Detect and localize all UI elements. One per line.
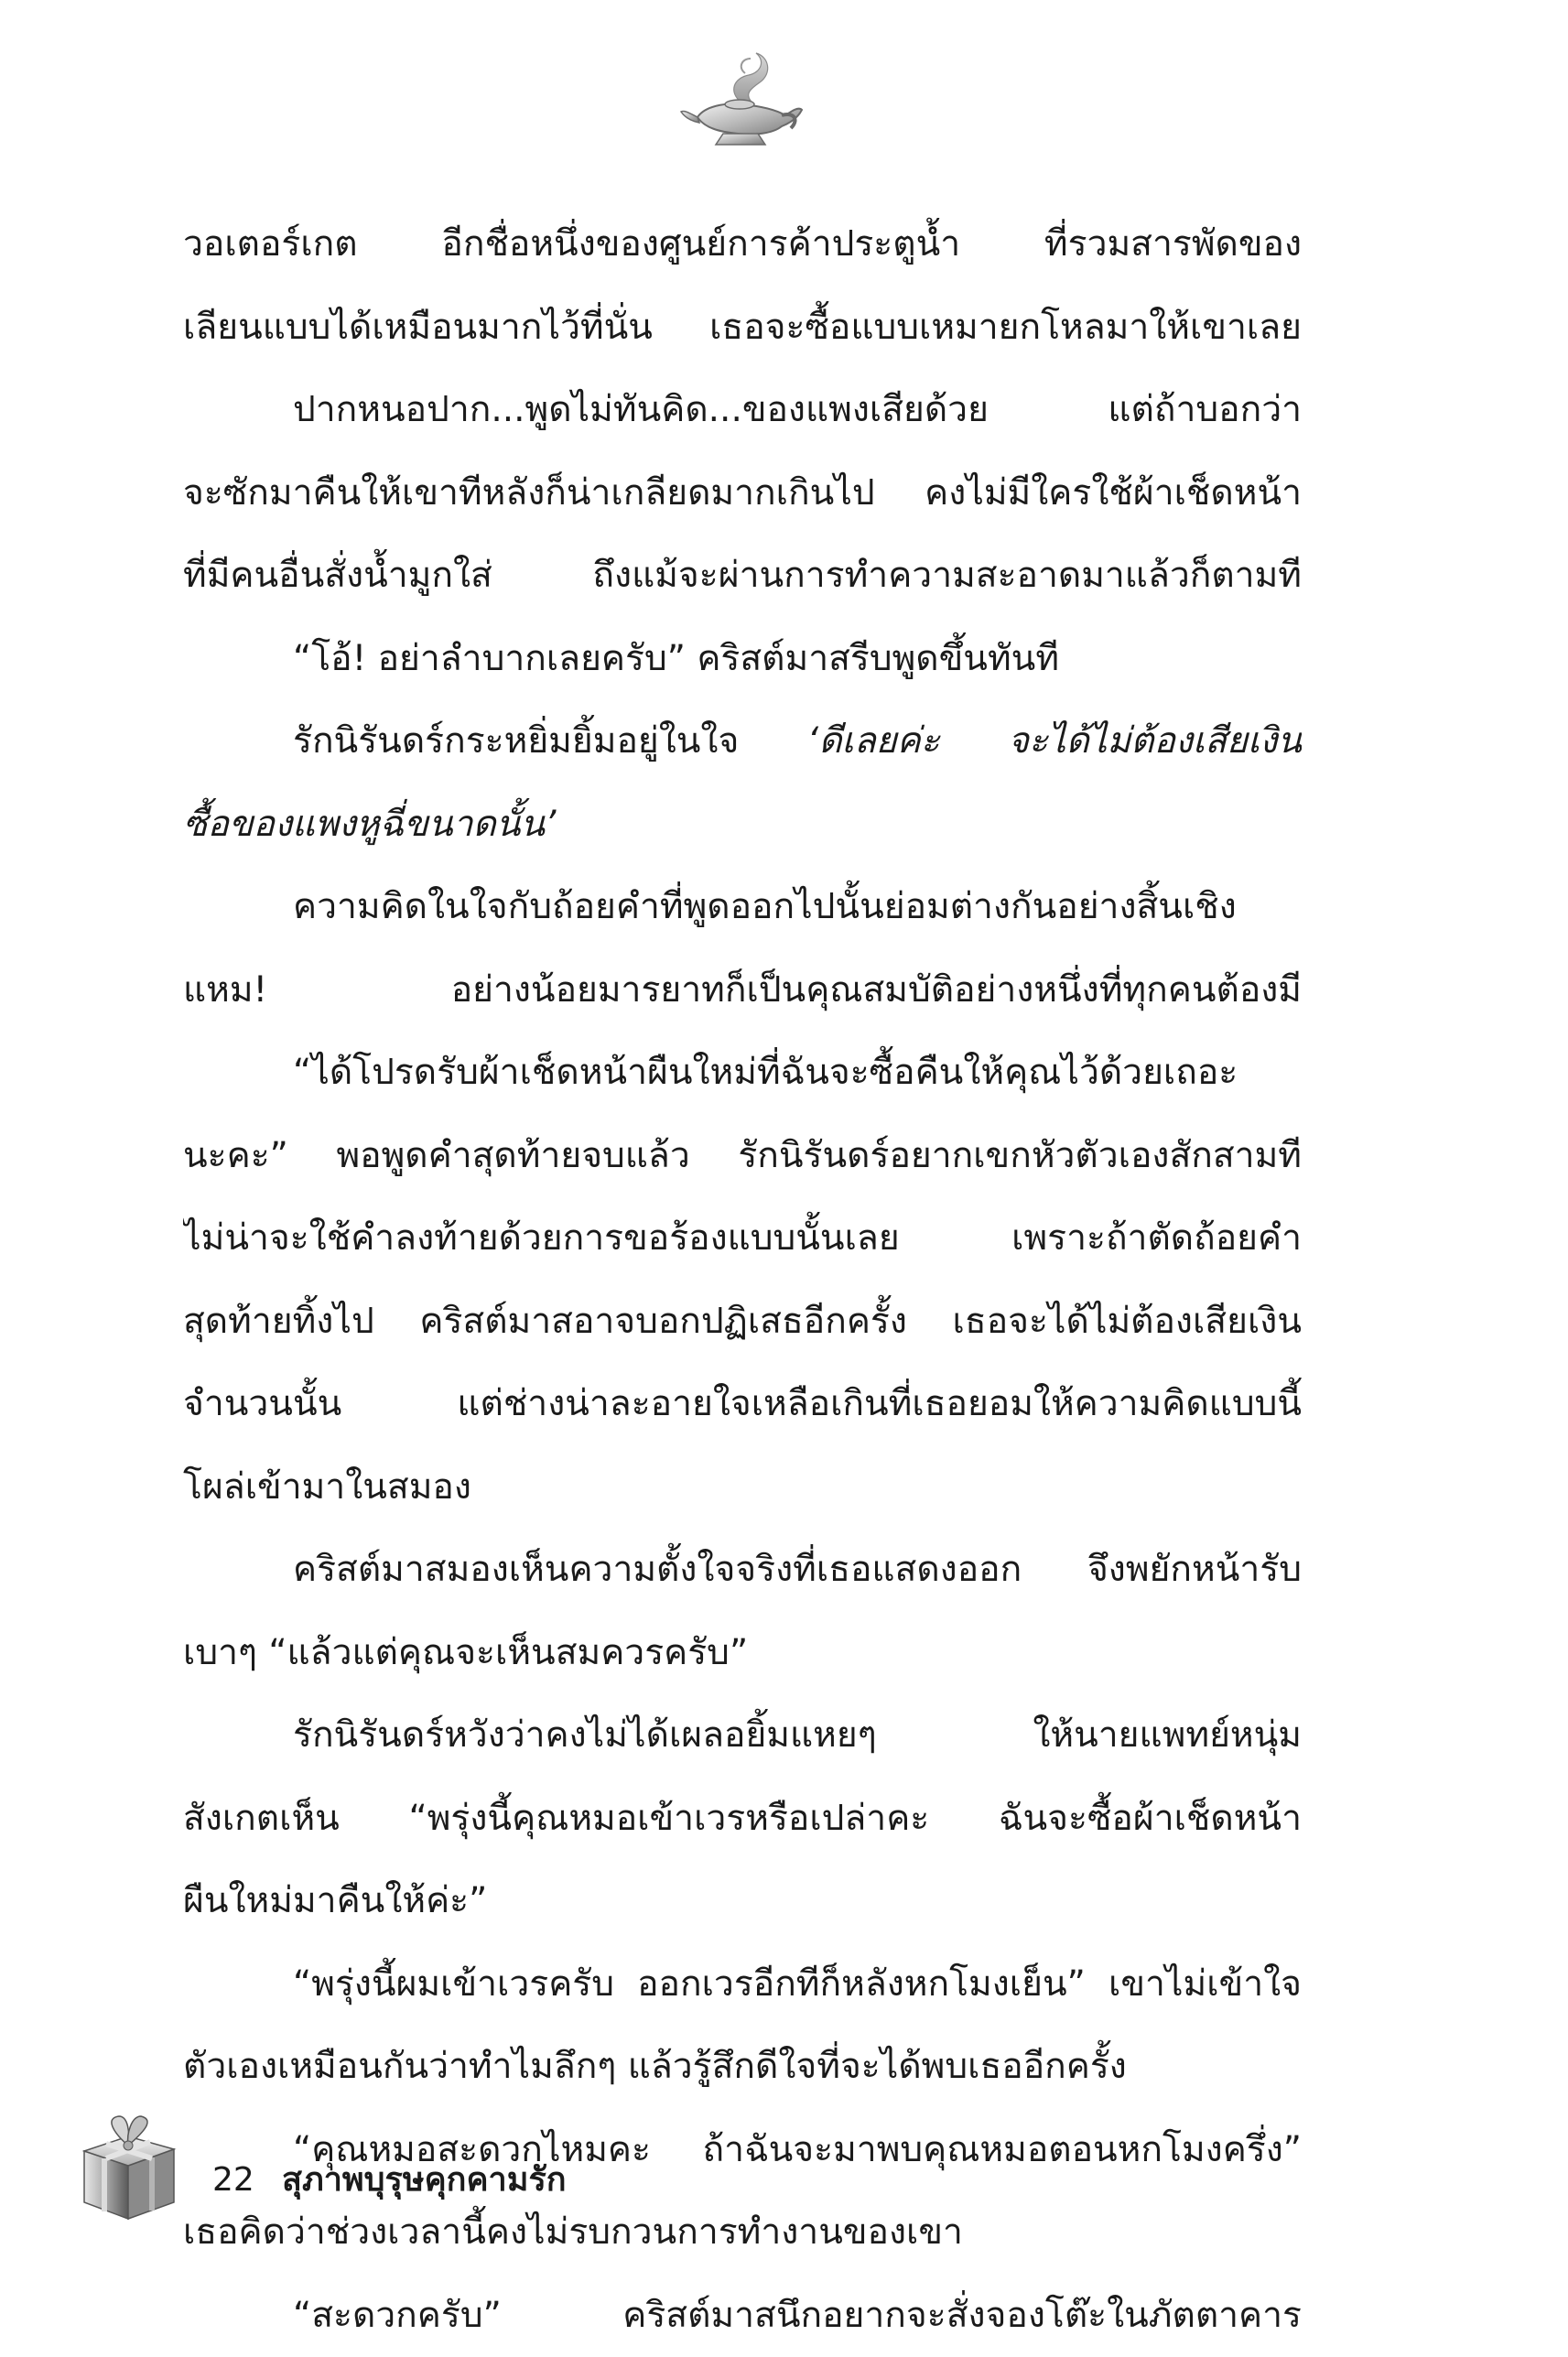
text-line: เบาๆ “แล้วแต่คุณจะเห็นสมควรครับ” (183, 1612, 1302, 1695)
text-line: ที่มีคนอื่นสั่งน้ำมูกใส่ ถึงแม้จะผ่านการทำความสะอาดมาแล้วก็ตามที (183, 535, 1302, 618)
text-line: “คุณหมอสะดวกไหมคะ ถ้าฉันจะมาพบคุณหมอตอนหกโมงครึ่ง” (183, 2109, 1302, 2192)
text-line: รักนิรันดร์หวังว่าคงไม่ได้เผลอยิ้มแหยๆ ให้นายแพทย์หนุ่ม (183, 1694, 1302, 1778)
text-line: “โอ้! อย่าลำบากเลยครับ” คริสต์มาสรีบพูดขึ้นทันที (183, 618, 1302, 701)
text-line: ผืนใหม่มาคืนให้ค่ะ” (183, 1860, 1302, 1943)
inner-thought-text: ซื้อของแพงหูฉี่ขนาดนั้น’ (183, 804, 556, 845)
text-line: ไม่น่าจะใช้คำลงท้ายด้วยการขอร้องแบบนั้นเลย เพราะถ้าตัดถ้อยคำ (183, 1197, 1302, 1281)
text-line: คริสต์มาสมองเห็นความตั้งใจจริงที่เธอแสดงออก จึงพยักหน้ารับ (183, 1529, 1302, 1612)
gift-box-icon (73, 2105, 183, 2224)
text-segment: รักนิรันดร์กระหยิ่มยิ้มอยู่ในใจ (293, 720, 739, 762)
text-line: เลียนแบบได้เหมือนมากไว้ที่นั่น เธอจะซื้อแบบเหมายกโหลมาให้เขาเลย (183, 287, 1302, 370)
text-line: นะคะ” พอพูดคำสุดท้ายจบแล้ว รักนิรันดร์อยากเขกหัวตัวเองสักสามที (183, 1115, 1302, 1198)
text-line: แหม! อย่างน้อยมารยาทก็เป็นคุณสมบัติอย่างหนึ่งที่ทุกคนต้องมี (183, 949, 1302, 1033)
page-footer (73, 2105, 806, 2224)
text-line (183, 700, 1302, 784)
text-line: จะซักมาคืนให้เขาทีหลังก็น่าเกลียดมากเกินไป คงไม่มีใครใช้ผ้าเช็ดหน้า (183, 452, 1302, 535)
body-text (183, 203, 1302, 2357)
text-line: สังเกตเห็น “พรุ่งนี้คุณหมอเข้าเวรหรือเปล่าคะ ฉันจะซื้อผ้าเช็ดหน้า (183, 1778, 1302, 1861)
text-line: ปากหนอปาก...พูดไม่ทันคิด...ของแพงเสียด้วย แต่ถ้าบอกว่า (183, 369, 1302, 452)
inner-thought-text: ‘ดีเลยค่ะ จะได้ไม่ต้องเสียเงิน (807, 720, 1302, 762)
text-line: โผล่เข้ามาในสมอง (183, 1446, 1302, 1530)
text-line: ตัวเองเหมือนกันว่าทำไมลึกๆ แล้วรู้สึกดีใจที่จะได้พบเธออีกครั้ง (183, 2026, 1302, 2109)
page-number: 22 (212, 2160, 254, 2200)
text-line: “ได้โปรดรับผ้าเช็ดหน้าผืนใหม่ที่ฉันจะซื้อคืนให้คุณไว้ด้วยเถอะ (183, 1032, 1302, 1115)
text-line: เธอคิดว่าช่วงเวลานี้คงไม่รบกวนการทำงานของเขา (183, 2191, 1302, 2275)
book-title: สุภาพบุรุษคุกคามรัก (282, 2160, 567, 2200)
text-line: “พรุ่งนี้ผมเข้าเวรครับ ออกเวรอีกทีก็หลังหกโมงเย็น” เขาไม่เข้าใจ (183, 1943, 1302, 2027)
text-line: ความคิดในใจกับถ้อยคำที่พูดออกไปนั้นย่อมต่างกันอย่างสิ้นเชิง (183, 866, 1302, 949)
genie-lamp-icon (677, 46, 806, 156)
text-line (183, 784, 1302, 867)
text-line: จำนวนนั้น แต่ช่างน่าละอายใจเหลือเกินที่เธอยอมให้ความคิดแบบนี้ (183, 1363, 1302, 1446)
text-line: วอเตอร์เกต อีกชื่อหนึ่งของศูนย์การค้าประตูน้ำ ที่รวมสารพัดของ (183, 203, 1302, 287)
text-line: สุดท้ายทิ้งไป คริสต์มาสอาจบอกปฏิเสธอีกครั้ง เธอจะได้ไม่ต้องเสียเงิน (183, 1281, 1302, 1364)
text-line: “สะดวกครับ” คริสต์มาสนึกอยากจะสั่งจองโต๊ะในภัตตาคาร (183, 2275, 1302, 2357)
